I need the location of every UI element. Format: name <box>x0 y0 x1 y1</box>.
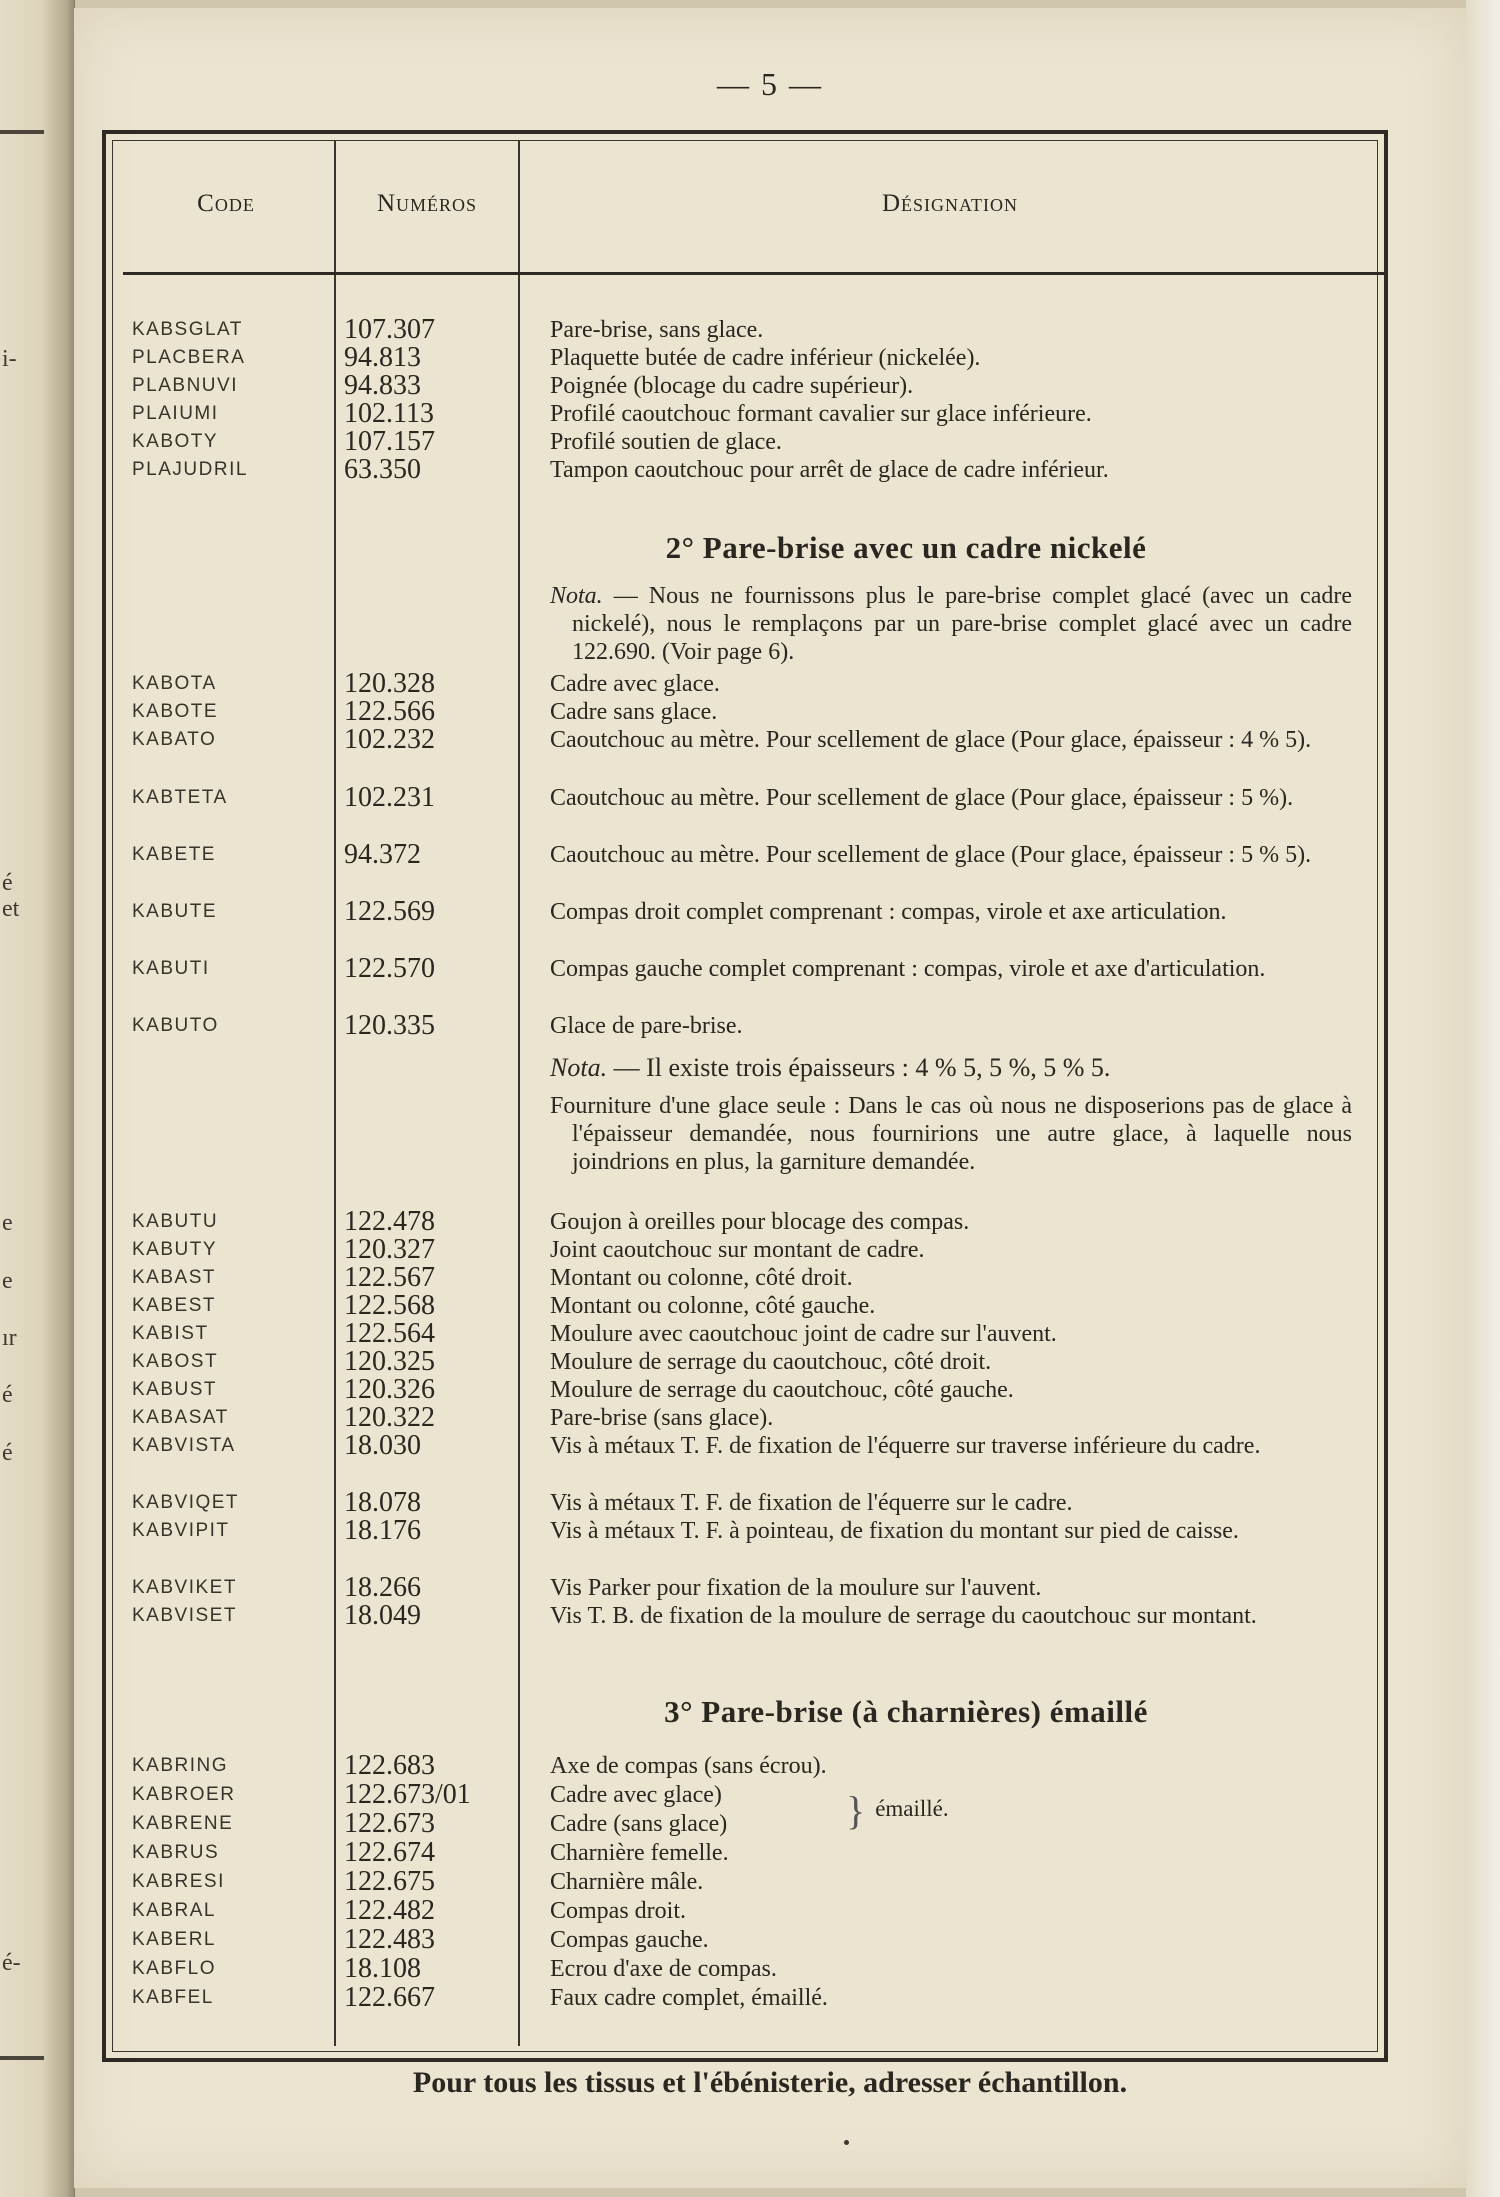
margin-fragment: é <box>2 870 13 896</box>
part-designation: Moulure avec caoutchouc joint de cadre sur l'auvent. <box>550 1321 1057 1347</box>
part-designation: Ecrou d'axe de compas. <box>550 1956 777 1982</box>
part-number: 120.328 <box>344 668 435 699</box>
part-designation: Montant ou colonne, côté droit. <box>550 1265 853 1291</box>
part-designation: Cadre (sans glace) <box>550 1811 728 1837</box>
part-designation: Compas droit. <box>550 1898 686 1924</box>
margin-fragment: ır <box>2 1325 17 1351</box>
part-code: KABOTA <box>132 673 217 694</box>
nota-label: Nota. <box>550 583 603 609</box>
part-code: KABOTY <box>132 431 219 452</box>
part-designation: Compas droit complet comprenant : compas, virole et axe articulation. <box>550 899 1227 925</box>
part-designation: Charnière mâle. <box>550 1869 704 1895</box>
margin-fragment: i- <box>2 346 17 372</box>
part-number: 122.482 <box>344 1895 435 1926</box>
part-designation: Faux cadre complet, émaillé. <box>550 1985 828 2011</box>
part-designation: Tampon caoutchouc pour arrêt de glace de cadre inférieur. <box>550 457 1109 483</box>
part-designation: Profilé soutien de glace. <box>550 429 782 455</box>
part-code: KABRING <box>132 1755 229 1776</box>
part-number: 122.478 <box>344 1206 435 1237</box>
part-code: KABVISET <box>132 1605 237 1626</box>
part-number: 120.335 <box>344 1010 435 1041</box>
part-designation: Vis à métaux T. F. de fixation de l'équerre sur traverse inférieure du cadre. <box>550 1433 1261 1459</box>
part-code: KABETE <box>132 844 216 865</box>
part-number: 122.570 <box>344 953 435 984</box>
part-code: KABROER <box>132 1784 236 1805</box>
part-code: KABRUS <box>132 1842 220 1863</box>
margin-fragment: et <box>2 896 20 922</box>
part-designation: Vis Parker pour fixation de la moulure sur l'auvent. <box>550 1575 1042 1601</box>
part-code: KABRESI <box>132 1871 225 1892</box>
part-designation: Pare-brise, sans glace. <box>550 317 764 343</box>
fourniture-paragraph: Fourniture d'une glace seule : Dans le cas où nous ne disposerions pas de glace à l'épaisseur demandée, nous fournirions une autre glace, à laquelle nous joindrions en plus, la garniture demandée. <box>550 1093 1352 1175</box>
part-code: KABVIPIT <box>132 1520 230 1541</box>
part-code: KABEST <box>132 1295 216 1316</box>
part-code: KABAST <box>132 1267 216 1288</box>
column-header-code: Code <box>197 190 255 217</box>
nota-text: — Nous ne fournissons plus le pare-brise complet glacé (avec un cadre nickelé), nous le remplaçons par un pare-brise complet glacé avec un cadre 122.690. (Voir page 6). <box>572 583 1353 665</box>
part-designation: Axe de compas (sans écrou). <box>550 1753 827 1779</box>
part-number: 122.673 <box>344 1808 435 1839</box>
part-designation: Compas gauche complet comprenant : compas, virole et axe d'articulation. <box>550 956 1266 982</box>
part-designation: Compas gauche. <box>550 1927 709 1953</box>
footer-note: Pour tous les tissus et l'ébénisterie, adresser échantillon. <box>412 2066 1128 2099</box>
part-number: 18.078 <box>344 1487 421 1518</box>
part-number: 122.673/01 <box>344 1779 471 1810</box>
part-number: 120.327 <box>344 1234 435 1265</box>
part-number: 122.674 <box>344 1837 435 1868</box>
part-designation: Vis T. B. de fixation de la moulure de serrage du caoutchouc sur montant. <box>550 1603 1257 1629</box>
part-code: KABOST <box>132 1351 219 1372</box>
part-designation: Caoutchouc au mètre. Pour scellement de glace (Pour glace, épaisseur : 4 % 5). <box>550 727 1312 753</box>
part-code: KABTETA <box>132 787 228 808</box>
part-designation: Poignée (blocage du cadre supérieur). <box>550 373 914 399</box>
part-number: 122.566 <box>344 696 435 727</box>
margin-fragment: é- <box>2 1950 21 1976</box>
part-number: 102.232 <box>344 724 435 755</box>
part-number: 120.326 <box>344 1374 435 1405</box>
part-number: 122.667 <box>344 1982 435 2013</box>
part-code: KABIST <box>132 1323 209 1344</box>
print-speck <box>844 2140 849 2145</box>
part-number: 18.030 <box>344 1430 421 1461</box>
part-number: 120.325 <box>344 1346 435 1377</box>
brace-symbol: } <box>846 1787 866 1833</box>
part-designation: Cadre avec glace. <box>550 671 720 697</box>
adjacent-page-rule <box>0 130 44 134</box>
part-code: KABVIKET <box>132 1577 237 1598</box>
part-designation: Caoutchouc au mètre. Pour scellement de glace (Pour glace, épaisseur : 5 %). <box>550 785 1294 811</box>
part-designation: Joint caoutchouc sur montant de cadre. <box>550 1237 925 1263</box>
part-designation: Vis à métaux T. F. à pointeau, de fixation du montant sur pied de caisse. <box>550 1518 1239 1544</box>
part-code: KABVIQET <box>132 1492 240 1513</box>
part-number: 107.307 <box>344 314 435 345</box>
adjacent-page-rule <box>0 2056 44 2060</box>
part-designation: Cadre sans glace. <box>550 699 718 725</box>
part-code: PLACBERA <box>132 347 246 368</box>
part-code: KABRENE <box>132 1813 234 1834</box>
part-code: KABUTY <box>132 1239 218 1260</box>
nota-paragraph <box>550 1054 1330 1082</box>
part-code: KABVISTA <box>132 1435 236 1456</box>
part-code: PLAJUDRIL <box>132 459 248 480</box>
part-number: 122.564 <box>344 1318 435 1349</box>
part-code: PLAIUMI <box>132 403 219 424</box>
part-code: KABUTO <box>132 1015 219 1036</box>
margin-fragment: e <box>2 1210 13 1236</box>
part-code: KABERL <box>132 1929 216 1950</box>
part-designation: Plaquette butée de cadre inférieur (nickelée). <box>550 345 981 371</box>
part-number: 94.813 <box>344 342 421 373</box>
part-designation: Moulure de serrage du caoutchouc, côté droit. <box>550 1349 992 1375</box>
part-code: KABRAL <box>132 1900 216 1921</box>
parts-table <box>102 130 1388 2062</box>
part-code: KABATO <box>132 729 217 750</box>
part-code: KABUTI <box>132 958 210 979</box>
page-number: — 5 — <box>717 66 823 102</box>
part-number: 94.372 <box>344 839 421 870</box>
part-designation: Caoutchouc au mètre. Pour scellement de glace (Pour glace, épaisseur : 5 % 5). <box>550 842 1312 868</box>
part-number: 122.569 <box>344 896 435 927</box>
part-number: 122.675 <box>344 1866 435 1897</box>
part-code: KABFEL <box>132 1987 214 2008</box>
part-number: 63.350 <box>344 454 421 485</box>
part-designation: Montant ou colonne, côté gauche. <box>550 1293 876 1319</box>
enamel-brace-note <box>846 1787 949 1833</box>
part-designation: Pare-brise (sans glace). <box>550 1405 774 1431</box>
catalog-page <box>74 8 1466 2188</box>
part-number: 122.483 <box>344 1924 435 1955</box>
adjacent-page-edge <box>0 0 75 2197</box>
scan-background <box>1466 0 1500 2197</box>
part-number: 18.049 <box>344 1600 421 1631</box>
table-body <box>106 134 1392 2066</box>
part-designation: Glace de pare-brise. <box>550 1013 743 1039</box>
part-number: 18.266 <box>344 1572 421 1603</box>
part-designation: Charnière femelle. <box>550 1840 729 1866</box>
part-code: KABASAT <box>132 1407 229 1428</box>
section-title: 3° Pare-brise (à charnières) émaillé <box>664 1694 1148 1729</box>
column-header-designation: Désignation <box>881 190 1019 217</box>
part-code: KABFLO <box>132 1958 216 1979</box>
part-number: 102.113 <box>344 398 434 429</box>
nota-label: Nota. <box>550 1053 608 1082</box>
margin-fragment: e <box>2 1268 13 1294</box>
part-designation: Cadre avec glace) <box>550 1782 722 1808</box>
part-code: KABOTE <box>132 701 219 722</box>
margin-fragment: é <box>2 1440 13 1466</box>
part-designation: Moulure de serrage du caoutchouc, côté gauche. <box>550 1377 1014 1403</box>
nota-paragraph <box>550 582 1352 666</box>
section-title: 2° Pare-brise avec un cadre nickelé <box>665 530 1147 565</box>
part-code: KABUTU <box>132 1211 219 1232</box>
part-designation: Vis à métaux T. F. de fixation de l'équerre sur le cadre. <box>550 1490 1073 1516</box>
part-number: 18.108 <box>344 1953 421 1984</box>
part-number: 120.322 <box>344 1402 435 1433</box>
part-code: KABUTE <box>132 901 218 922</box>
part-code: PLABNUVI <box>132 375 238 396</box>
column-header-numbers: Numéros <box>376 190 478 217</box>
part-number: 18.176 <box>344 1515 421 1546</box>
part-number: 107.157 <box>344 426 435 457</box>
part-code: KABUST <box>132 1379 218 1400</box>
part-number: 122.568 <box>344 1290 435 1321</box>
part-designation: Profilé caoutchouc formant cavalier sur glace inférieure. <box>550 401 1092 427</box>
part-number: 94.833 <box>344 370 421 401</box>
part-number: 122.567 <box>344 1262 435 1293</box>
brace-note-text: émaillé. <box>875 1796 949 1821</box>
margin-fragment: é <box>2 1382 13 1408</box>
part-number: 102.231 <box>344 782 435 813</box>
part-designation: Goujon à oreilles pour blocage des compas. <box>550 1209 970 1235</box>
nota-text: — Il existe trois épaisseurs : 4 % 5, 5 %, 5 % 5. <box>613 1053 1111 1082</box>
part-code: KABSGLAT <box>132 319 243 340</box>
part-number: 122.683 <box>344 1750 435 1781</box>
